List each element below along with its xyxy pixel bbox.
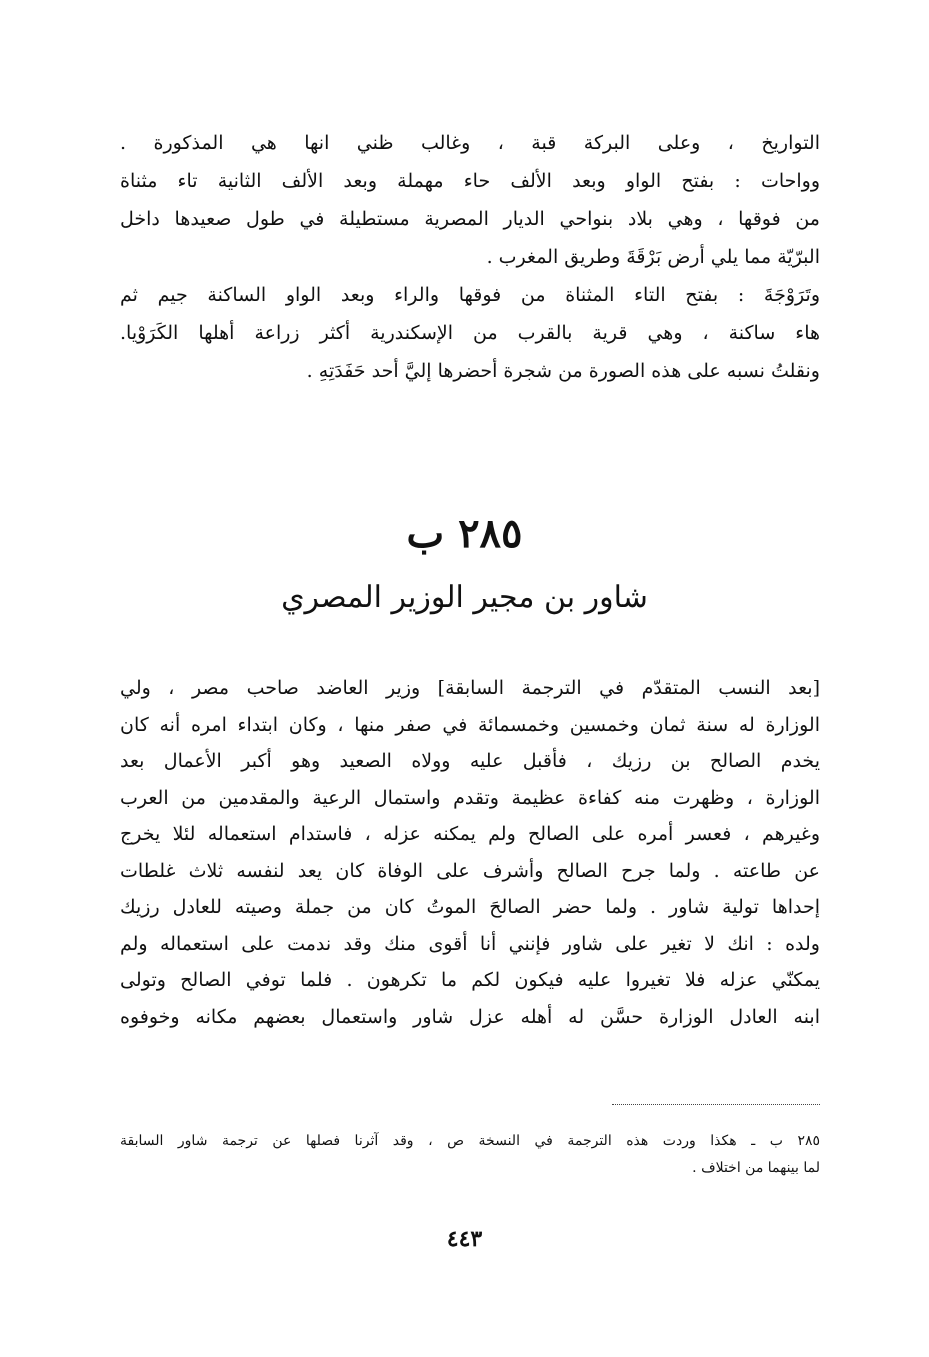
page-number: ٤٤٣ <box>446 1226 483 1252</box>
text-line: إحداها تولية شاور . ولما حضر الصالحَ الموتُ كان من جملة وصيته للعادل رزيك <box>120 896 820 918</box>
text-line: يخدم الصالح بن رزيك ، فأقبل عليه وولاه الصعيد وهو أكبر الأعمال بعد <box>120 750 820 772</box>
footnote-separator <box>612 1104 820 1105</box>
text-line: وتَرَوْجَةَ : بفتح التاء المثناة من فوقها والراء وبعد الواو الساكنة جيم ثم <box>120 284 820 306</box>
text-line: الوزارة ، وظهرت منه كفاءة عظيمة وتقدم واستمال الرعية والمقدمين من العرب <box>120 786 820 809</box>
main-paragraph <box>120 670 820 1035</box>
text-line: [بعد النسب المتقدّم في الترجمة السابقة] وزير العاضد صاحب مصر ، ولي <box>120 677 820 699</box>
text-line: ولده : انك لا تغير على شاور فإنني أنا أقوى منك وقد ندمت على استعماله ولم <box>120 932 820 955</box>
text-line: وواحات : بفتح الواو وبعد الألف حاء مهملة وبعد الألف الثانية تاء مثناة <box>120 170 820 192</box>
footnote-line: ٢٨٥ ب ـ هكذا وردت هذه الترجمة في النسخة ص ، وقد آثرنا فصلها عن ترجمة شاور السابقة <box>120 1133 820 1149</box>
top-paragraph <box>120 124 820 390</box>
text-line: ابنه العادل الوزارة حسَّن له أهله عزل شاور واستعمال بعضهم مكانه وخوفوه <box>120 1005 820 1028</box>
footnote <box>120 1128 820 1182</box>
text-line: يمكنّي عزله فلا تغيروا عليه فيكون لكم ما تكرهون . فلما توفي الصالح وتولى <box>120 969 820 991</box>
text-line: عن طاعته . ولما جرح الصالح وأشرف على الوفاة كان يعد لنفسه ثلاث غلطات <box>120 859 820 882</box>
entry-title: شاور بن مجير الوزير المصري <box>281 580 648 615</box>
footnote-line: لما بينهما من اختلاف . <box>692 1160 820 1176</box>
text-line: وغيرهم ، فعسر أمره على الصالح ولم يمكنه عزله ، فاستدام استعماله لئلا يخرج <box>120 823 820 845</box>
text-line: الوزارة له سنة ثمان وخمسين وخمسمائة في صفر منها ، وكان ابتداء امره أنه كان <box>120 713 820 736</box>
text-line: البرّيّة مما يلي أرض بَرْقَةَ وطريق المغرب . <box>486 246 820 268</box>
text-line: التواريخ ، وعلى البركة قبة ، وغالب ظني انها هي المذكورة . <box>120 132 820 154</box>
text-line: من فوقها ، وهي بلاد بنواحي الديار المصرية مستطيلة في طول صعيدها داخل <box>120 208 820 230</box>
text-line: هاء ساكنة ، وهي قرية بالقرب من الإسكندرية أكثر زراعة أهلها الكَرَوْيا. <box>120 322 820 344</box>
text-line: ونقلتُ نسبه على هذه الصورة من شجرة أحضرها إليَّ أحد حَفَدَتِهِ . <box>306 360 820 382</box>
entry-number: ٢٨٥ ب <box>406 510 523 557</box>
